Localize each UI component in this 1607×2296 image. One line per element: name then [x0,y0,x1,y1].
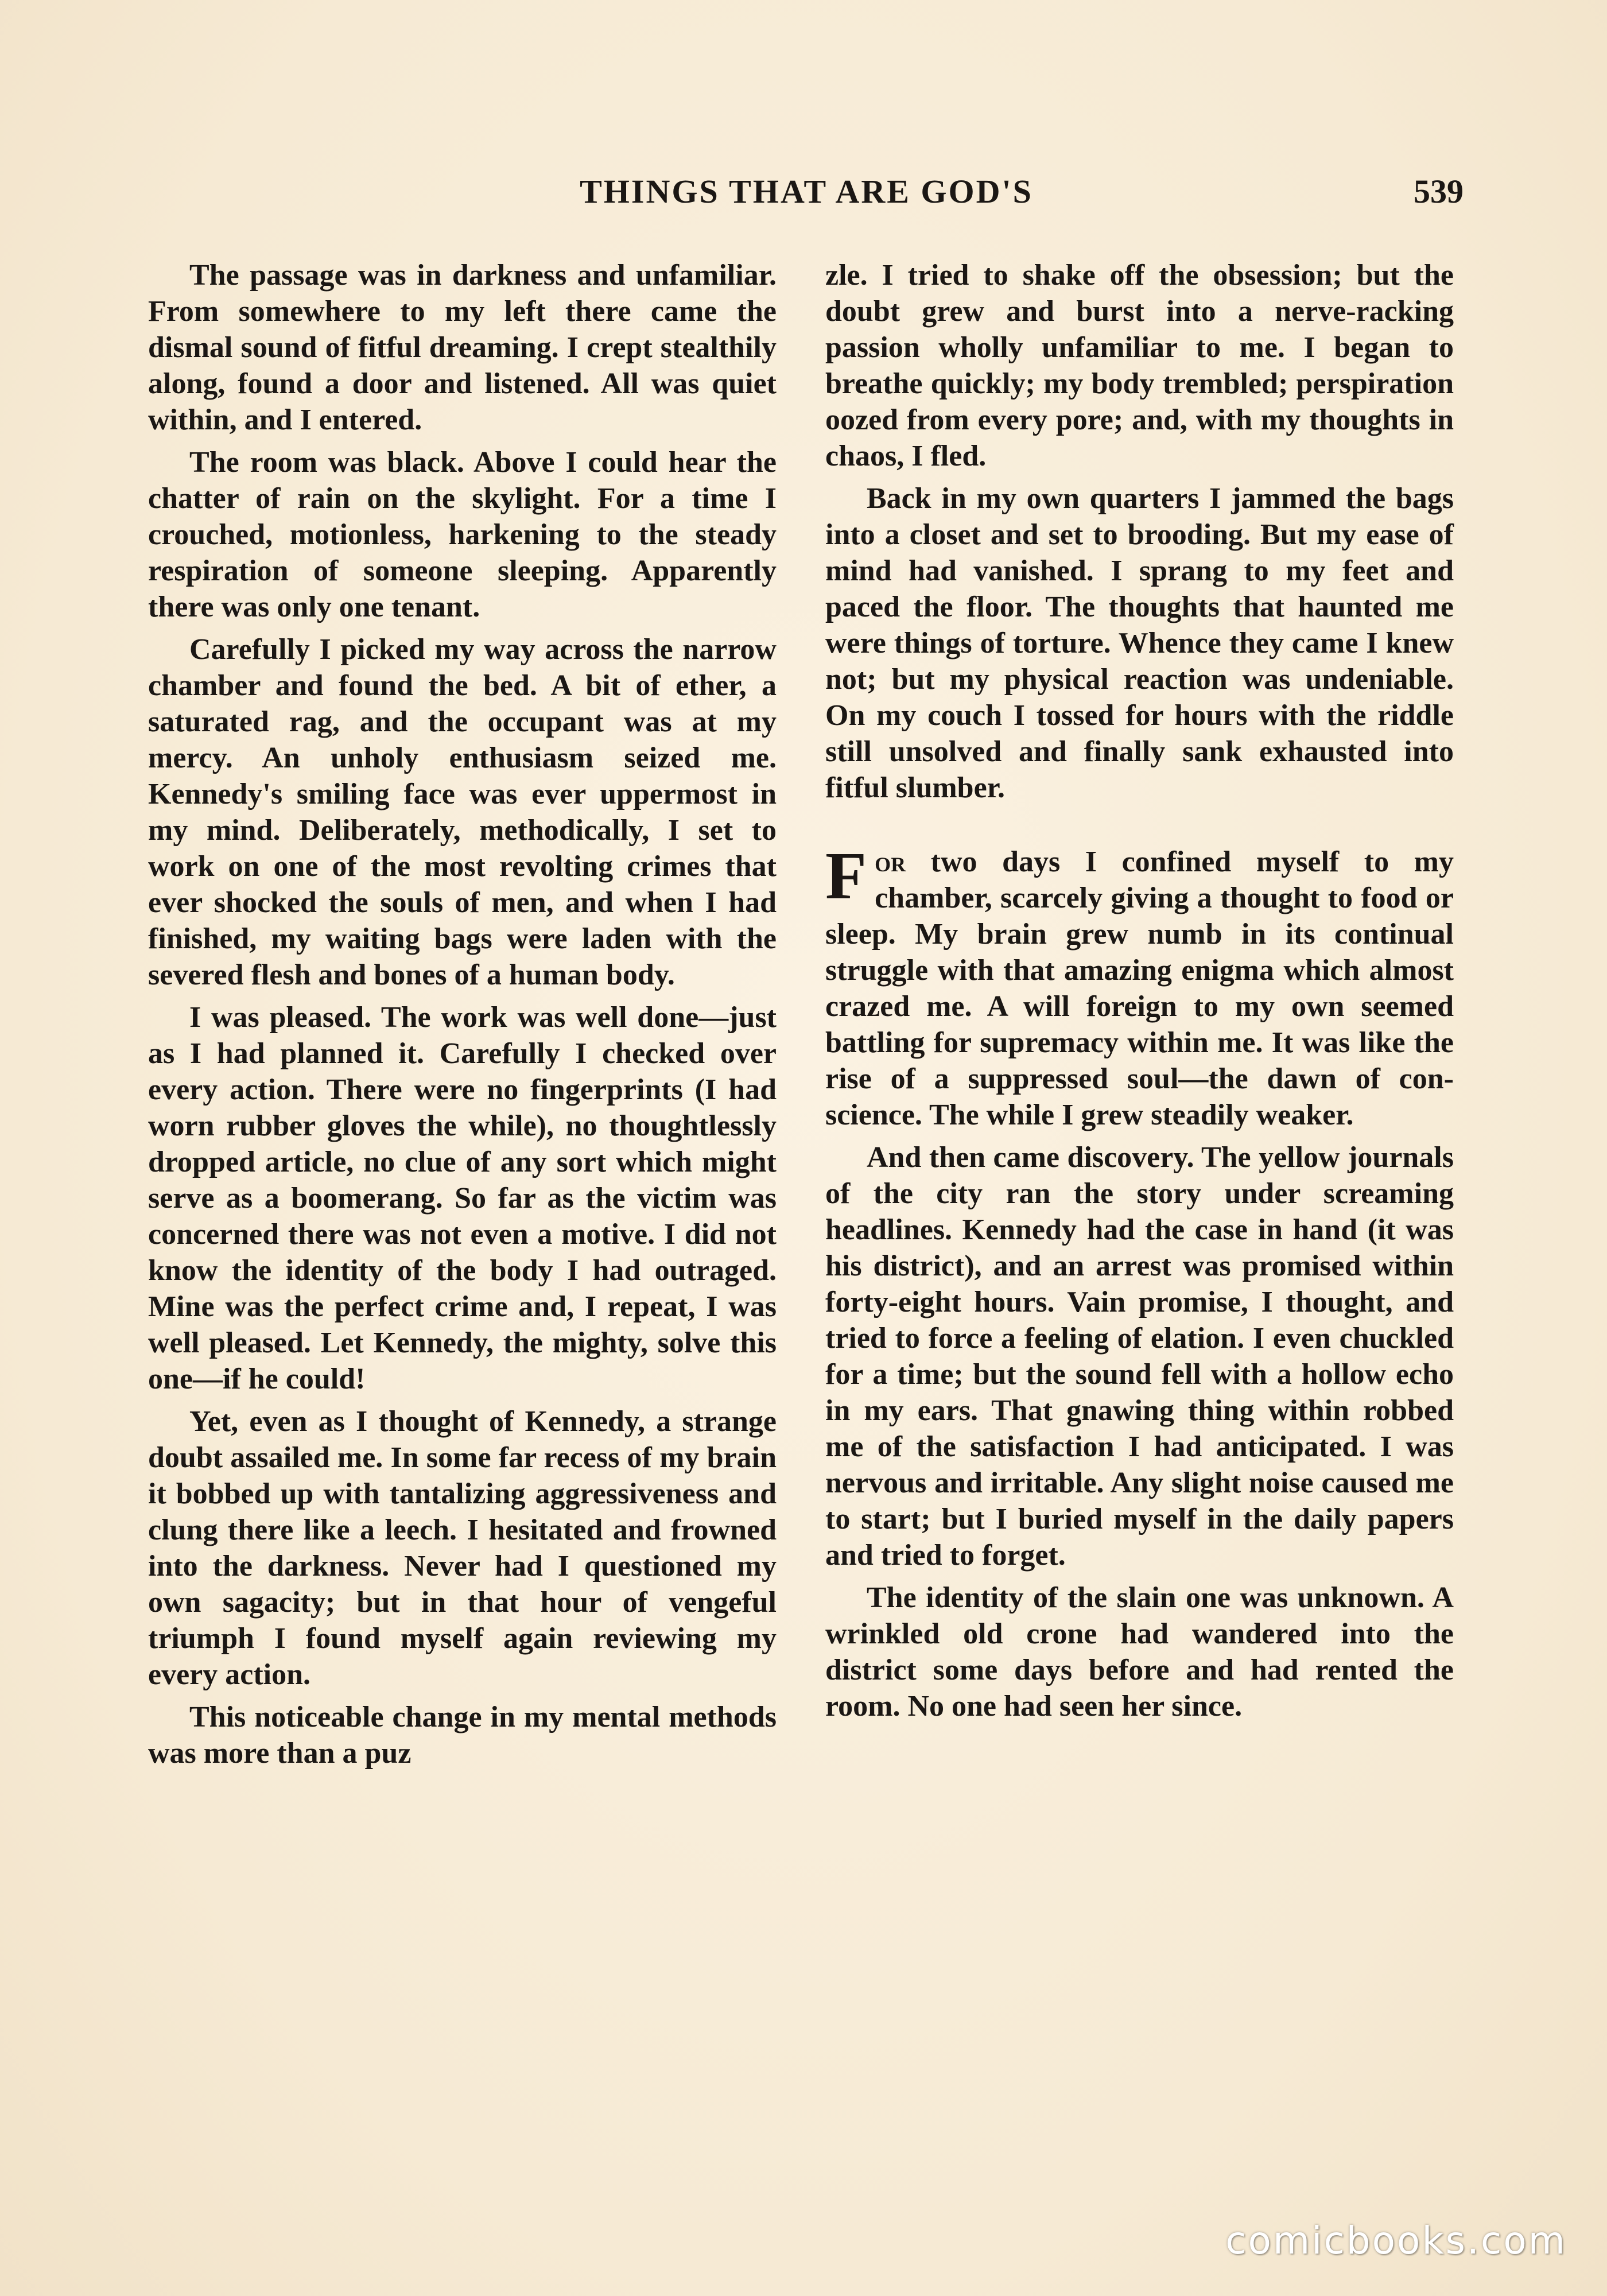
paragraph-continuation: zle. I tried to shake off the obsession; but the doubt grew and burst into a nerve-racking passion wholly unfamiliar to me. I began to breathe quickly; my body trembled; perspiration oozed from every pore; and, with my thoughts in chaos, I fled. [825,259,1454,472]
paragraph: Carefully I picked my way across the narrow chamber and found the bed. A bit of ether, a saturated rag, and the occupant was at my mercy. An unholy enthusiasm seized me. Kennedy's smiling face was ever uppermost in my mind. Deliberately, methodically, I set to work on one of the most revolting crimes that ever shocked the souls of men, and when I had finished, my waiting bags were laden with the severed flesh and bones of a human body. [148,633,777,991]
paragraph: I was pleased. The work was well done—just as I had planned it. Carefully I checked over every action. There were no fingerprints (I had worn rubber gloves the while), no thoughtlessly dropped article, no clue of any sort which might serve as a boomerang. So far as the victim was concerned there was not even a motive. I did not know the identity of the body I had outraged. Mine was the perfect crime and, I repeat, I was well pleased. Let Kennedy, the mighty, solve this one—if he could! [148,1001,777,1395]
paragraph: And then came discovery. The yellow journals of the city ran the story under screaming headlines. Kennedy had the case in hand (it was his district), and an arrest was promised within forty-eight hours. Vain promise, I thought, and tried to force a feeling of elation. I even chuckled for a time; but the sound fell with a hollow echo in my ears. That gnawing thing within robbed me of the satisfaction I had anticipated. I was nervous and irritable. Any slight noise caused me to start; but I buried myself in the daily papers and tried to forget. [825,1141,1454,1572]
page-number: 539 [1414,173,1464,210]
paragraph: The identity of the slain one was unknown. A wrinkled old crone had wandered into the district some days before and had rented the room. No one had seen her since. [825,1581,1454,1723]
running-head [149,172,1464,218]
running-title: THINGS THAT ARE GOD'S [580,173,1033,210]
section-text: two days I confined myself to my chamber, scarcely giving a thought to food or sleep. My brain grew numb in its continual struggle with that amazing enigma which almost crazed me. A will foreign to my own seemed battling for supremacy within me. It was like the rise of a suppressed soul—the dawn of conscience. The while I grew steadily weaker. [825,846,1454,1131]
small-caps-lead: or [875,846,906,878]
section-opening-paragraph [825,838,1454,1133]
left-column [148,257,777,1778]
right-column [825,257,1454,1731]
watermark: comicbooks.com [1225,2219,1567,2263]
paragraph: The passage was in darkness and unfamiliar. From somewhere to my left there came the dismal sound of fitful dreaming. I crept stealthily along, found a door and listened. All was quiet within, and I entered. [148,259,777,436]
paragraph: Yet, even as I thought of Kennedy, a strange doubt assailed me. In some far recess of my brain it bobbed up with tantalizing aggressiveness and clung there like a leech. I hesitated and frowned into the darkness. Never had I questioned my own sagacity; but in that hour of vengeful triumph I found myself again reviewing my every action. [148,1405,777,1691]
paragraph: Back in my own quarters I jammed the bags into a closet and set to brooding. But my ease of mind had vanished. I sprang to my feet and paced the floor. The thoughts that haunted me were things of torture. Whence they came I knew not; but my physical reaction was undeniable. On my couch I tossed for hours with the riddle still unsolved and finally sank exhausted into fitful slumber. [825,482,1454,804]
drop-cap: F [825,838,867,913]
paragraph: This noticeable change in my mental methods was more than a puz [148,1701,777,1770]
paragraph: The room was black. Above I could hear the chatter of rain on the skylight. For a time I crouched, motionless, harkening to the steady respiration of someone sleeping. Apparently there was only one tenant. [148,446,777,623]
